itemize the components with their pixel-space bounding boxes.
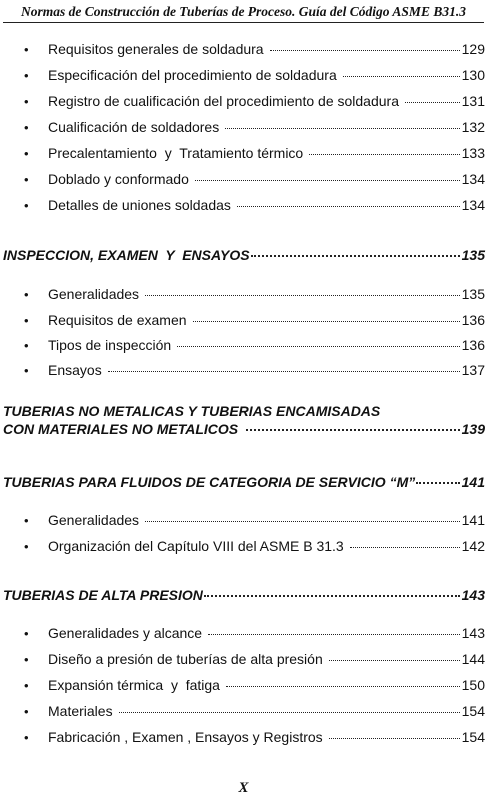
section-heading-page: 139 <box>461 421 485 437</box>
toc-item-page: 136 <box>461 337 485 353</box>
section-heading-label: CON MATERIALES NO METALICOS <box>3 421 239 437</box>
toc-item[interactable] <box>24 195 485 215</box>
dot-leader <box>226 686 460 687</box>
toc-item-label: Generalidades <box>48 286 140 302</box>
toc-section-heading[interactable] <box>3 472 485 492</box>
section-heading-label: INSPECCION, EXAMEN Y ENSAYOS <box>3 247 250 263</box>
dot-leader <box>343 76 460 77</box>
bullet-icon: • <box>24 94 29 109</box>
bullet-icon: • <box>24 730 29 745</box>
dot-leader <box>193 321 460 322</box>
toc-item-label: Tipos de inspección <box>48 337 172 353</box>
toc-item-label: Doblado y conformado <box>48 171 189 187</box>
toc-item[interactable] <box>24 335 485 355</box>
toc-item[interactable] <box>24 536 485 556</box>
toc-item-page: 142 <box>461 538 485 554</box>
dot-leader <box>329 738 460 739</box>
dot-leader <box>145 521 460 522</box>
toc-item-page: 134 <box>461 197 485 213</box>
bullet-icon: • <box>24 313 29 328</box>
toc-item-page: 136 <box>461 312 485 328</box>
toc-item[interactable] <box>24 143 485 163</box>
dot-leader <box>204 595 460 597</box>
toc-section-heading[interactable] <box>3 245 485 265</box>
toc-item[interactable] <box>24 117 485 137</box>
bullet-icon: • <box>24 704 29 719</box>
bullet-icon: • <box>24 338 29 353</box>
toc-item-page: 141 <box>461 512 485 528</box>
toc-item-label: Expansión térmica y fatiga <box>48 677 220 693</box>
toc-item[interactable] <box>24 701 485 721</box>
toc-item-label: Precalentamiento y Tratamiento térmico <box>48 145 304 161</box>
dot-leader <box>119 712 460 713</box>
toc-item[interactable] <box>24 65 485 85</box>
toc-item-page: 154 <box>461 729 485 745</box>
dot-leader <box>108 371 460 372</box>
toc-item-page: 131 <box>461 93 485 109</box>
toc-item[interactable] <box>24 675 485 695</box>
dot-leader <box>225 128 459 129</box>
dot-leader <box>416 482 459 484</box>
toc-item-label: Detalles de uniones soldadas <box>48 197 231 213</box>
bullet-icon: • <box>24 539 29 554</box>
toc-item[interactable] <box>24 510 485 530</box>
bullet-icon: • <box>24 120 29 135</box>
toc-item-label: Registro de cualificación del procedimiento de soldadura <box>48 93 399 109</box>
bullet-icon: • <box>24 626 29 641</box>
section-heading-page: 135 <box>461 247 485 263</box>
section-heading-page: 143 <box>461 587 485 603</box>
toc-item-label: Requisitos generales de soldadura <box>48 41 264 57</box>
toc-section-heading[interactable] <box>3 419 485 439</box>
toc-item-page: 130 <box>461 67 485 83</box>
toc-item-label: Generalidades <box>48 512 140 528</box>
bullet-icon: • <box>24 678 29 693</box>
dot-leader <box>329 660 460 661</box>
toc-item-label: Fabricación , Examen , Ensayos y Registros <box>48 729 323 745</box>
dot-leader <box>246 429 459 431</box>
dot-leader <box>309 154 459 155</box>
bullet-icon: • <box>24 198 29 213</box>
section-heading-label: TUBERIAS PARA FLUIDOS DE CATEGORIA DE SERVICIO “M” <box>3 474 416 490</box>
toc-item-page: 133 <box>461 145 485 161</box>
section-heading-page: 141 <box>461 474 485 490</box>
toc-item-page: 150 <box>461 677 485 693</box>
toc-item[interactable] <box>24 39 485 59</box>
dot-leader <box>350 547 460 548</box>
toc-item[interactable] <box>24 284 485 304</box>
toc-item[interactable] <box>24 169 485 189</box>
toc-item-page: 135 <box>461 286 485 302</box>
bullet-icon: • <box>24 172 29 187</box>
bullet-icon: • <box>24 146 29 161</box>
header-rule <box>3 22 484 23</box>
page-number: X <box>238 780 249 796</box>
dot-leader <box>237 206 460 207</box>
dot-leader <box>251 255 460 257</box>
bullet-icon: • <box>24 68 29 83</box>
toc-item[interactable] <box>24 649 485 669</box>
bullet-icon: • <box>24 42 29 57</box>
toc-item-label: Materiales <box>48 703 113 719</box>
bullet-icon: • <box>24 363 29 378</box>
toc-item-page: 154 <box>461 703 485 719</box>
section-heading-line1[interactable]: TUBERIAS NO METALICAS Y TUBERIAS ENCAMISADAS <box>3 403 381 419</box>
toc-item-label: Especificación del procedimiento de soldadura <box>48 67 337 83</box>
running-header: Normas de Construcción de Tuberías de Proceso. Guía del Código ASME B31.3 <box>21 4 466 19</box>
dot-leader <box>208 634 460 635</box>
toc-item-page: 143 <box>461 625 485 641</box>
toc-item[interactable] <box>24 623 485 643</box>
toc-item-page: 134 <box>461 171 485 187</box>
dot-leader <box>195 180 460 181</box>
toc-item-label: Generalidades y alcance <box>48 625 203 641</box>
toc-section-heading[interactable] <box>3 585 485 605</box>
dot-leader <box>270 50 460 51</box>
toc-item-label: Cualificación de soldadores <box>48 119 220 135</box>
dot-leader <box>177 346 459 347</box>
section-heading-label: TUBERIAS DE ALTA PRESION <box>3 587 203 603</box>
toc-item-label: Ensayos <box>48 362 102 378</box>
toc-item[interactable] <box>24 91 485 111</box>
bullet-icon: • <box>24 652 29 667</box>
toc-item-page: 132 <box>461 119 485 135</box>
dot-leader <box>405 102 460 103</box>
bullet-icon: • <box>24 513 29 528</box>
toc-item-page: 144 <box>461 651 485 667</box>
toc-item[interactable] <box>24 360 485 380</box>
bullet-icon: • <box>24 287 29 302</box>
dot-leader <box>145 295 460 296</box>
toc-item[interactable] <box>24 727 485 747</box>
toc-item-label: Organización del Capítulo VIII del ASME B 31.3 <box>48 538 344 554</box>
toc-item-page: 129 <box>461 41 485 57</box>
toc-item-page: 137 <box>461 362 485 378</box>
toc-item[interactable] <box>24 310 485 330</box>
toc-item-label: Diseño a presión de tuberías de alta presión <box>48 651 323 667</box>
toc-item-label: Requisitos de examen <box>48 312 187 328</box>
